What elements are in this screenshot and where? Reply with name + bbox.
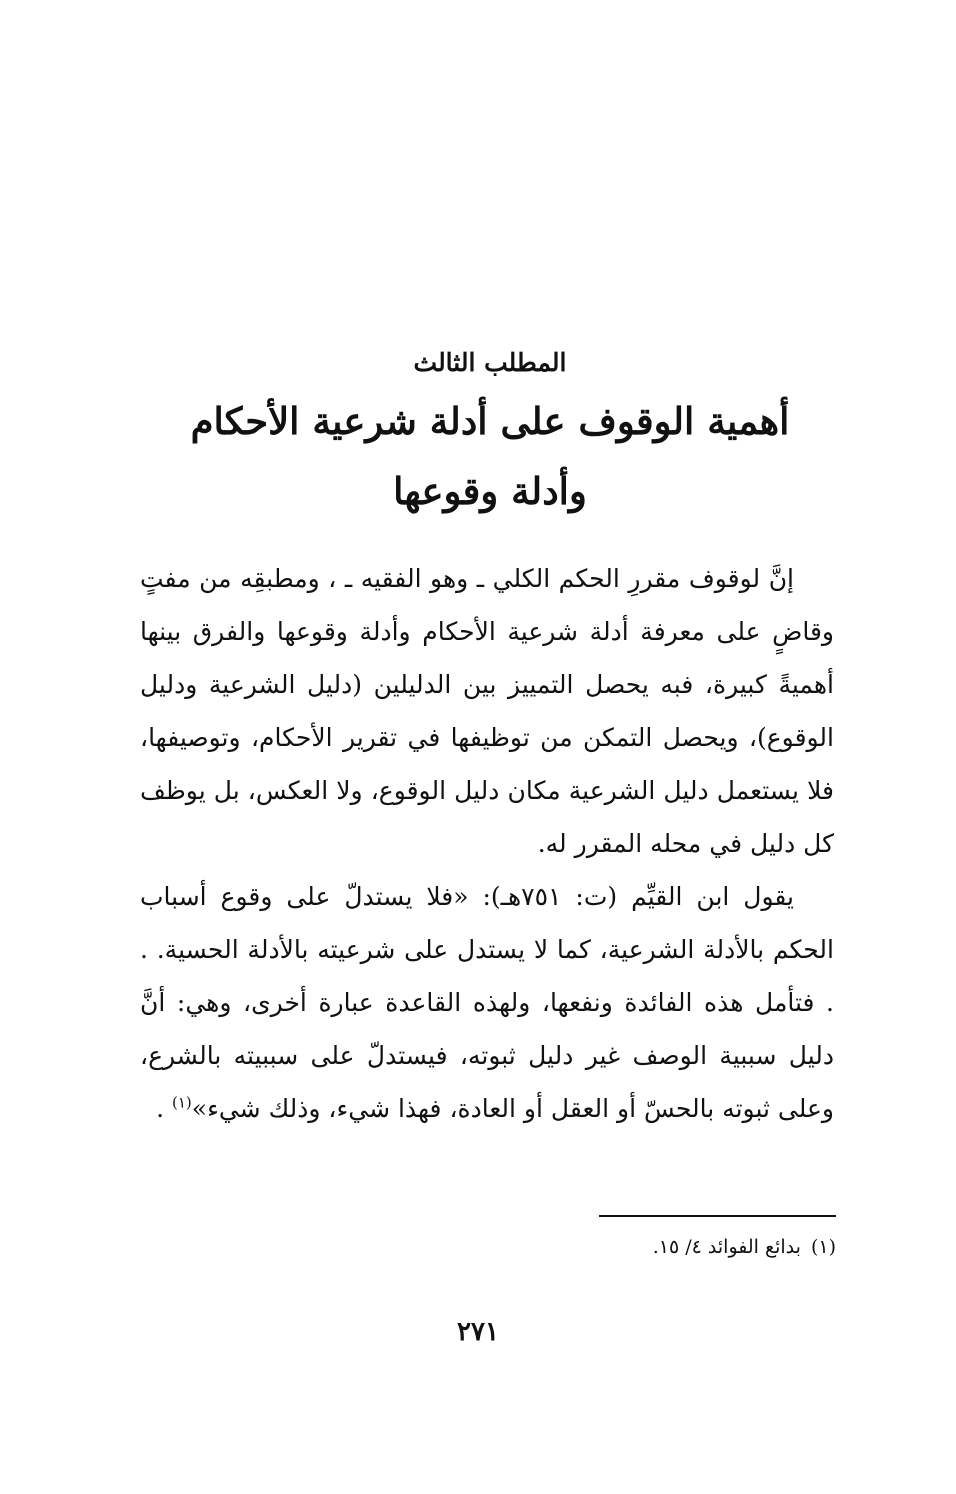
paragraph-2	[140, 870, 834, 1135]
section-title-line-1: أهمية الوقوف على أدلة شرعية الأحكام	[190, 399, 790, 443]
body-text	[140, 552, 834, 1135]
section-heading	[140, 340, 840, 526]
paragraph-2-text: يقول ابن القيِّم (ت: ٧٥١هـ): «فلا يستدلّ على وقوع أسباب الحكم بالأدلة الشرعية، كما لا يستدل على شرعيته بالأدلة الحسية. . . فتأمل هذه الفائدة ونفعها، ولهذه القاعدة عبارة أخرى، وهي: أنَّ دليل سببية الوصف غير دليل ثبوته، فيستدلّ على سببيته بالشرع، وعلى ثبوته بالحسّ أو العقل أو العادة، فهذا شيء، وذلك شيء»	[140, 882, 834, 1123]
paragraph-2-end: .	[156, 1094, 165, 1123]
footnote-reference: (١)	[172, 1093, 192, 1112]
section-title-line-2: وأدلة وقوعها	[393, 469, 587, 513]
paragraph-1: إنَّ لوقوف مقررِ الحكم الكلي ـ وهو الفقيه ـ ، ومطبقِه من مفتٍ وقاضٍ على معرفة أدلة شرعية الأحكام وأدلة وقوعها والفرق بينها أهميةً كبيرة، فبه يحصل التمييز بين الدليلين (دليل الشرعية ودليل الوقوع)، ويحصل التمكن من توظيفها في تقرير الأحكام، وتوصيفها، فلا يستعمل دليل الشرعية مكان دليل الوقوع، ولا العكس، بل يوظف كل دليل في محله المقرر له.	[140, 564, 834, 858]
footnote	[136, 1232, 836, 1262]
page-number: ٢٧١	[457, 1317, 499, 1347]
footnote-number: (١)	[810, 1236, 836, 1258]
footnote-text: بدائع الفوائد ٤/ ١٥.	[652, 1236, 801, 1258]
section-kicker: المطلب الثالث	[413, 348, 567, 377]
footnote-divider	[599, 1215, 836, 1217]
